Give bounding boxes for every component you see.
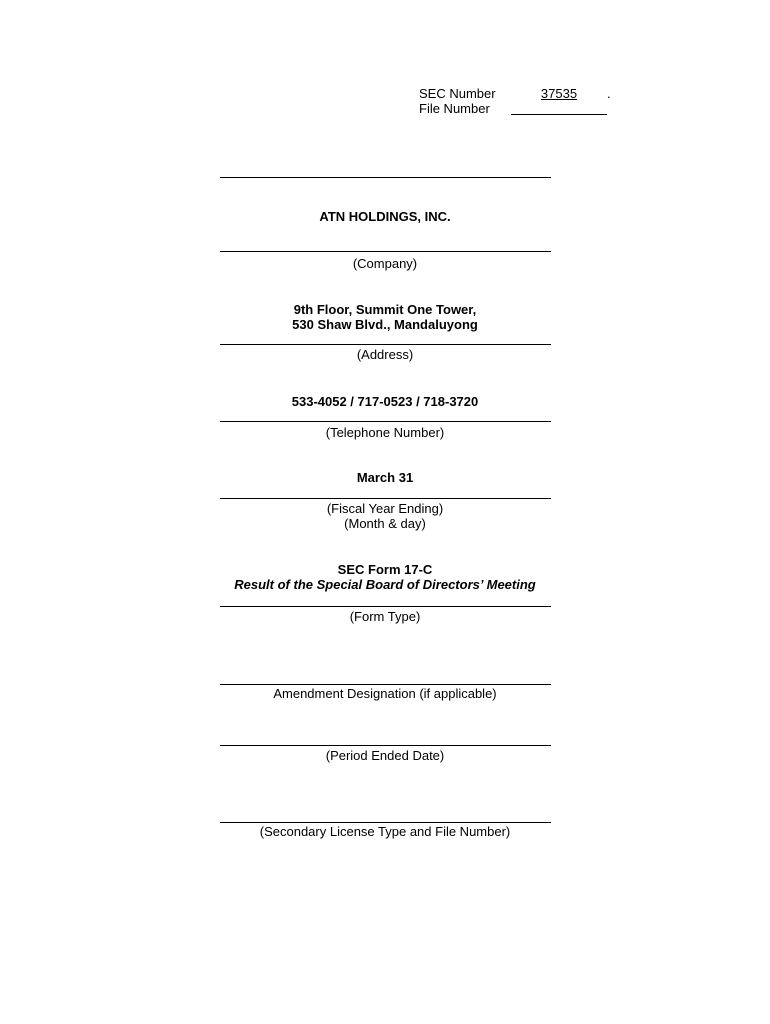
telephone-caption: (Telephone Number): [325, 425, 445, 440]
sec-number-label: SEC Number: [419, 86, 496, 101]
address-line-1: 9th Floor, Summit One Tower,: [293, 302, 477, 317]
address-line-2: 530 Shaw Blvd., Mandaluyong: [292, 317, 478, 332]
company-caption: (Company): [352, 256, 418, 271]
secondary-license-rule: [220, 822, 551, 823]
file-number-row: [419, 101, 611, 116]
company-name: ATN HOLDINGS, INC.: [319, 209, 451, 224]
form-type-line-1: SEC Form 17-C: [337, 562, 433, 577]
address-caption: (Address): [356, 347, 414, 362]
period-rule: [220, 745, 551, 746]
form-type-rule: [220, 606, 551, 607]
amendment-caption: Amendment Designation (if applicable): [273, 686, 497, 701]
amendment-rule: [220, 684, 551, 685]
form-type-line-2: Result of the Special Board of Directors’ Meeting: [234, 577, 536, 592]
fiscal-year-caption-1: (Fiscal Year Ending): [326, 501, 444, 516]
secondary-license-caption: (Secondary License Type and File Number): [259, 824, 511, 839]
sec-number-block: [419, 86, 611, 116]
form-type-caption: (Form Type): [349, 609, 421, 624]
fiscal-year-value: March 31: [356, 470, 414, 485]
file-number-blank: [511, 101, 607, 115]
fiscal-year-caption-2: (Month & day): [344, 516, 426, 531]
period-caption: (Period Ended Date): [325, 748, 445, 763]
sec-number-trail: .: [607, 86, 611, 101]
telephone-value: 533-4052 / 717-0523 / 718-3720: [291, 394, 479, 409]
sec-number-value: 37535: [540, 86, 578, 101]
top-divider: [220, 177, 551, 178]
file-number-label: File Number: [419, 101, 490, 116]
company-rule: [220, 251, 551, 252]
telephone-rule: [220, 421, 551, 422]
fiscal-year-rule: [220, 498, 551, 499]
sec-number-row: [419, 86, 611, 101]
address-rule: [220, 344, 551, 345]
